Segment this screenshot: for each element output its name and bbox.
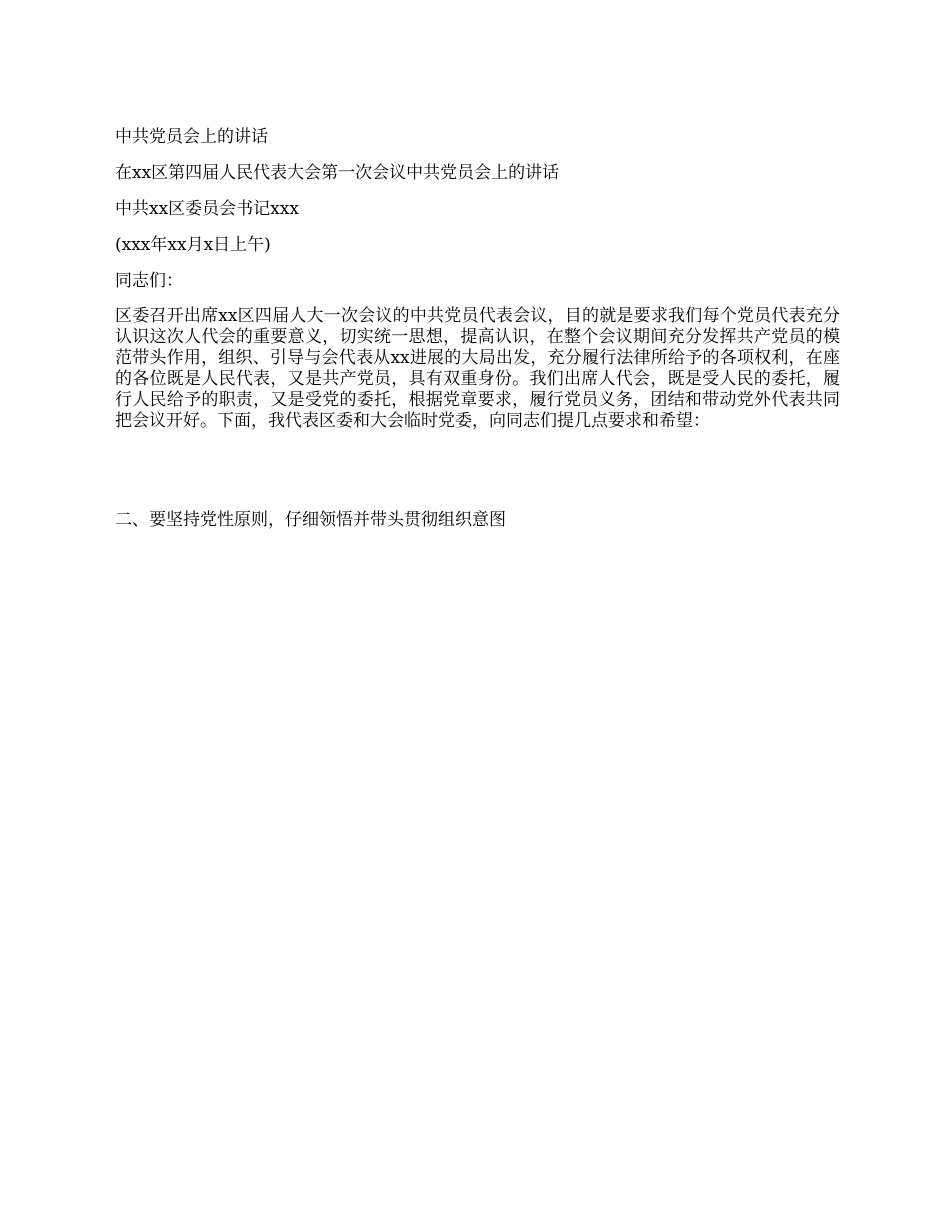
salutation: 同志们： (115, 271, 183, 291)
document-body (115, 126, 840, 432)
speaker-line: 中共xx区委员会书记xxx (115, 199, 299, 219)
document-subtitle: 在xx区第四届人民代表大会第一次会议中共党员会上的讲话 (115, 163, 560, 183)
section-heading: 二、要坚持党性原则，仔细领悟并带头贯彻组织意图 (115, 510, 506, 530)
document-title: 中共党员会上的讲话 (115, 127, 268, 147)
date-line: (xxx年xx月x日上午) (115, 235, 271, 255)
body-paragraph: 区委召开出席xx区四届人大一次会议的中共党员代表会议，目的就是要求我们每个党员代表充分认识这次人代会的重要意义，切实统一思想，提高认识，在整个会议期间充分发挥共产党员的模范带头作用，组织、引导与会代表从xx进展的大局出发，充分履行法律所给予的各项权利，在座的各位既是人民代表，又是共产党员，具有双重身份。我们出席人代会，既是受人民的委托，履行人民给予的职责，又是受党的委托，根据党章要求，履行党员义务，团结和带动党外代表共同把会议开好。下面，我代表区委和大会临时党委，向同志们提几点要求和希望： (115, 306, 840, 431)
